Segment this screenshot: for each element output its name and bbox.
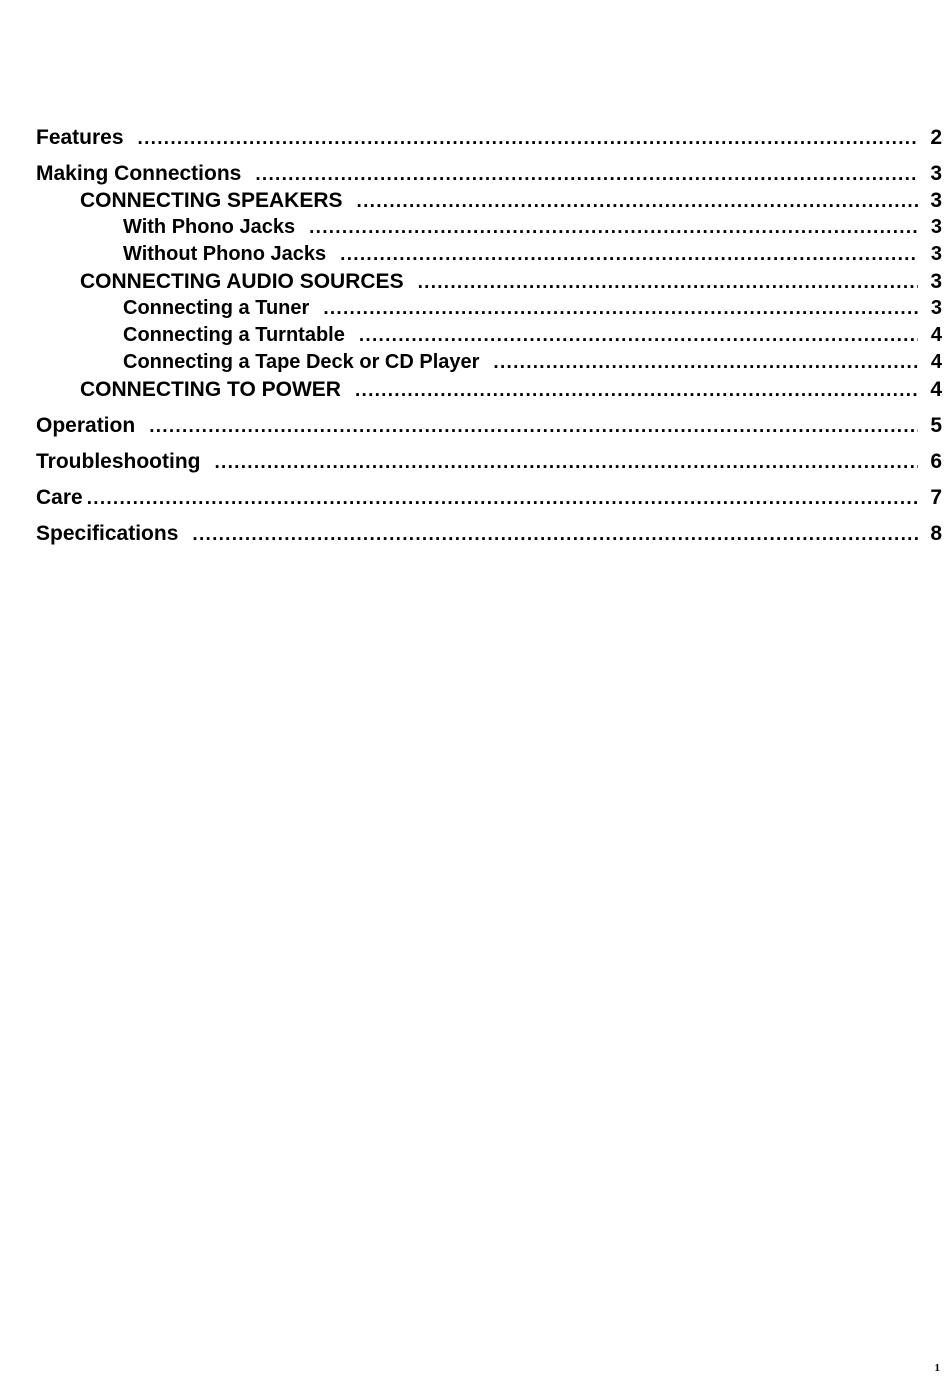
toc-entry-label: Troubleshooting (36, 450, 201, 473)
toc-entry-connecting-speakers[interactable] (36, 187, 942, 214)
toc-entry-label: Making Connections (36, 162, 242, 185)
toc-entry-page: 3 (930, 216, 942, 238)
toc-entry-page: 7 (930, 486, 942, 509)
toc-entry-page: 3 (930, 270, 942, 293)
toc-entry-page: 6 (930, 450, 942, 473)
toc-entry-connecting-audio-sources[interactable] (36, 268, 942, 295)
toc-entry-connecting-to-power[interactable] (36, 376, 942, 403)
toc-entry-label: Connecting a Tuner (123, 297, 310, 319)
toc-entry-page: 4 (930, 324, 942, 346)
toc-entry-label: CONNECTING AUDIO SOURCES (80, 270, 404, 293)
dot-leader (214, 453, 918, 472)
dot-leader (309, 218, 918, 237)
toc-entry-label: Operation (36, 414, 136, 437)
toc-entry-connecting-a-tape-deck-or-cd-player[interactable] (36, 349, 942, 376)
toc-entry-connecting-a-turntable[interactable] (36, 322, 942, 349)
dot-leader (340, 245, 918, 264)
dot-leader (255, 165, 918, 184)
dot-leader (493, 353, 918, 372)
toc-entry-operation[interactable] (36, 412, 942, 439)
toc-entry-troubleshooting[interactable] (36, 448, 942, 475)
toc-entry-care[interactable] (36, 484, 942, 511)
toc-entry-page: 8 (930, 522, 942, 545)
toc-entry-page: 3 (930, 297, 942, 319)
dot-leader (323, 299, 918, 318)
dot-leader (418, 273, 918, 292)
toc-entry-without-phono-jacks[interactable] (36, 241, 942, 268)
toc-entry-page: 3 (930, 189, 942, 212)
table-of-contents (36, 124, 942, 547)
toc-entry-label: Connecting a Tape Deck or CD Player (123, 351, 480, 373)
dot-leader (192, 525, 918, 544)
dot-leader (149, 417, 918, 436)
toc-entry-label: CONNECTING SPEAKERS (80, 189, 343, 212)
dot-leader (357, 192, 918, 211)
toc-entry-label: Connecting a Turntable (123, 324, 345, 346)
toc-entry-with-phono-jacks[interactable] (36, 214, 942, 241)
toc-entry-page: 3 (930, 243, 942, 265)
toc-entry-features[interactable] (36, 124, 942, 151)
dot-leader (87, 489, 918, 508)
toc-entry-label: Features (36, 126, 124, 149)
toc-entry-label: Without Phono Jacks (123, 243, 327, 265)
toc-entry-specifications[interactable] (36, 520, 942, 547)
toc-entry-page: 4 (930, 351, 942, 373)
dot-leader (355, 381, 918, 400)
toc-entry-making-connections[interactable] (36, 160, 942, 187)
toc-entry-label: With Phono Jacks (123, 216, 296, 238)
toc-entry-page: 3 (930, 162, 942, 185)
toc-entry-label: Specifications (36, 522, 179, 545)
toc-entry-connecting-a-tuner[interactable] (36, 295, 942, 322)
toc-entry-page: 5 (930, 414, 942, 437)
toc-entry-page: 4 (930, 378, 942, 401)
dot-leader (359, 326, 918, 345)
page-number: 1 (934, 1362, 940, 1374)
toc-entry-label: CONNECTING TO POWER (80, 378, 341, 401)
toc-entry-page: 2 (930, 126, 942, 149)
dot-leader (138, 129, 918, 148)
toc-entry-label: Care (36, 486, 83, 509)
